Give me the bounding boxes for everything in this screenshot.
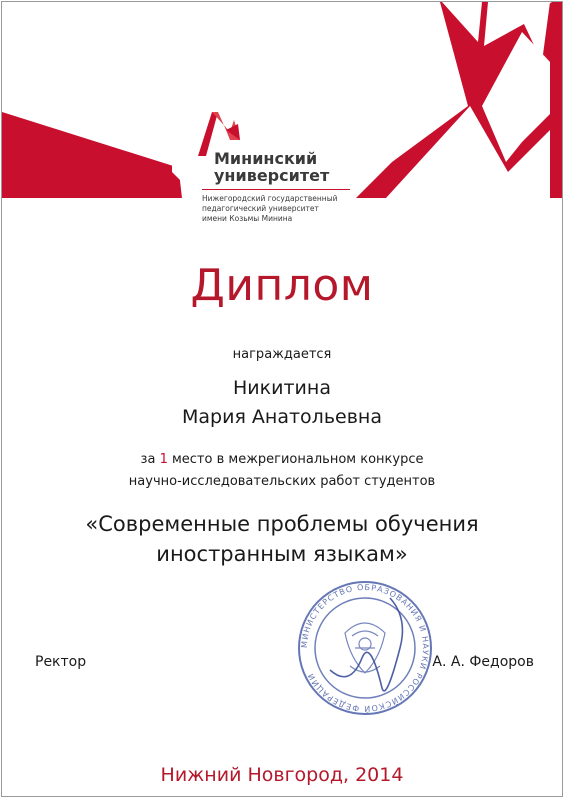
signatory-name: А. А. Федоров [432,654,534,670]
logo-name-line1: Мининский [214,149,318,168]
seal-text: МИНИСТЕРСТВО ОБРАЗОВАНИЯ И НАУКИ РОССИЙСКОЙ ФЕДЕРАЦИИ [299,582,431,714]
logo-mark-icon [190,110,250,160]
signature-mark [330,598,402,691]
logo-sub-line3: имени Козьмы Минина [202,214,293,223]
logo-divider [202,189,350,190]
award-prefix: за [140,452,156,467]
diploma-page [1,1,563,797]
award-description [2,449,562,493]
award-line1 [2,449,562,471]
contest-title [2,509,562,569]
diploma-title: Диплом [190,260,374,311]
footer-city-year: Нижний Новгород, 2014 [160,764,404,786]
award-line2: научно-исследовательских работ студентов [128,474,436,489]
recipient-surname: Никитина [233,377,331,399]
award-place-number: 1 [159,452,168,467]
award-place-rest: место в межрегиональном конкурсе [171,452,424,467]
university-logo [188,110,358,224]
recipient-given-names: Мария Анатольевна [182,406,382,428]
signatory-role: Ректор [35,654,87,670]
contest-title-line1: «Современные проблемы обучения [85,512,479,536]
seal-emblem-icon [345,623,385,673]
official-seal [290,578,440,718]
banner-white-wedge-4 [502,2,552,18]
logo-subtitle [202,194,358,224]
logo-name-line2: университет [214,166,330,185]
awarded-label: награждается [232,347,332,362]
logo-sub-line1: Нижегородский государственный [202,194,338,203]
logo-sub-line2: педагогический университет [202,204,319,213]
contest-title-line2: иностранным языкам» [156,542,408,566]
